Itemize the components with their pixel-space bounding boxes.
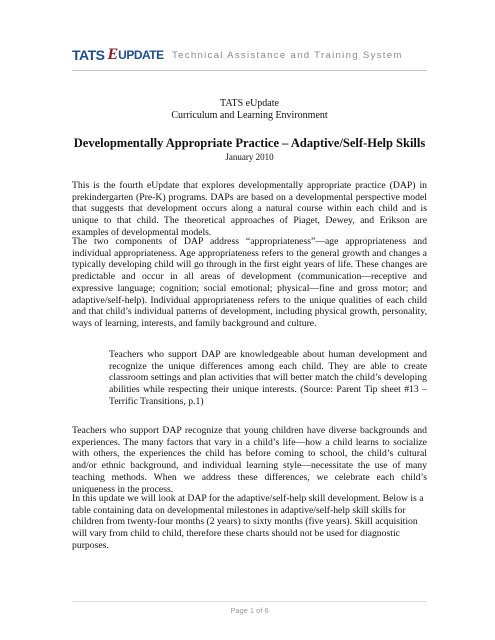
paragraph-update-overview: In this update we will look at DAP for the adaptive/self-help skill development. Below is a table containing data on developmental milestones in adaptive/self-help skill skills for children from twenty-four months (2 years) to sixty months (five years). Skill acquisition will vary from child to child, therefore these charts should not be used for diagnostic purposes. [72,493,424,551]
paragraph-intro: This is the fourth eUpdate that explores developmentally appropriate practice (DAP) in prekindergarten (Pre-K) programs. DAPs are based on a developmental perspective model that suggests that development occurs along a natural course within each child and is unique to that child. The theoretical approaches of Piaget, Dewey, and Erikson are examples of developmental models. [72,180,427,238]
document-date: January 2010 [225,152,274,162]
tats-eupdate-logo [72,44,164,66]
header-tagline: Technical Assistance and Training System [172,50,403,61]
paragraph-components: The two components of DAP address “appropriateness”—age appropriateness and individual appropriateness. Age appropriateness refers to the general growth and changes a typically developing child will go through in the first eight years of life. These changes are predictable and occur in all areas of development (communication—receptive and expressive language; cognition; social emotional; physical—fine and gross motor; and adaptive/self-help). Individual appropriateness refers to the unique qualities of each child and that child’s individual patterns of development, including physical growth, personality, ways of learning, interests, and family background and culture. [72,236,427,329]
logo-update-text: UPDATE [118,48,164,62]
logo-tats-text: TATS [72,47,105,63]
logo-e-letter: E [107,46,119,63]
page-header [72,44,427,66]
paragraph-diversity: Teachers who support DAP recognize that young children have diverse backgrounds and experiences. The many factors that vary in a child’s life—how a child learns to socialize with others, the experiences the child has before coming to school, the child’s cultural and/or ethnic background, and individual learning style—necessitate the use of many teaching methods. When we address these differences, we celebrate each child’s uniqueness in the process. [72,425,427,495]
block-quote: Teachers who support DAP are knowledgeable about human development and recognize the unique differences among each child. They are able to create classroom settings and plan activities that will better match the child’s developing abilities while respecting their unique interests. (Source: Parent Tip sheet #13 – Terrific Transitions, p.1) [109,349,427,407]
document-organization: TATS eUpdate [220,98,279,109]
document-title: Developmentally Appropriate Practice – Adaptive/Self-Help Skills [73,136,426,150]
page-number: Page 1 of 6 [230,606,269,615]
document-subtitle: Curriculum and Learning Environment [171,110,328,121]
footer-divider [72,601,427,602]
header-divider [72,70,427,71]
